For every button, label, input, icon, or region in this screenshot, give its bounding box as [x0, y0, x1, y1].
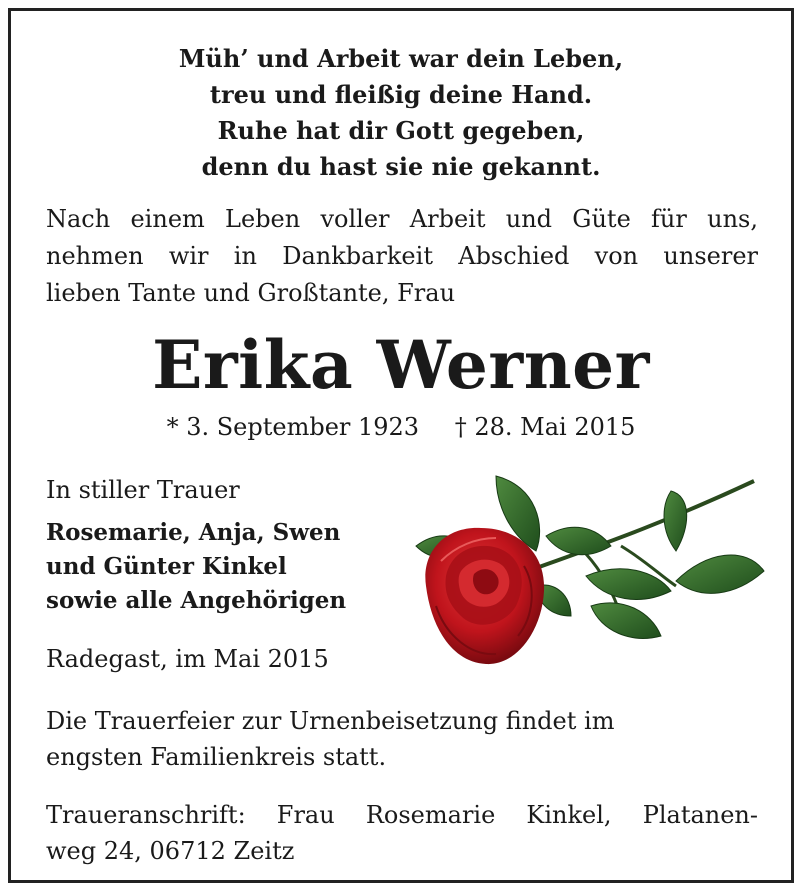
intro-line: lieben Tante und Großtante, Frau — [46, 279, 456, 307]
intro-line: Nach einem Leben voller Arbeit und Güte für uns, — [46, 205, 758, 233]
mourner-line: sowie alle Angehörigen — [46, 587, 347, 614]
intro-line: nehmen wir in Dankbarkeit Abschied von unserer — [46, 242, 758, 270]
ceremony-line: engsten Familienkreis statt. — [46, 743, 387, 771]
condolence-address — [46, 797, 758, 869]
poem-line: denn du hast sie nie gekannt. — [201, 152, 601, 181]
poem-line: Müh’ und Arbeit war dein Leben, — [178, 44, 624, 73]
deceased-name: Erika Werner — [152, 326, 650, 404]
death-date: † 28. Mai 2015 — [454, 413, 636, 441]
ceremony-line: Die Trauerfeier zur Urnenbeisetzung findet im — [46, 707, 615, 735]
obituary-frame — [8, 8, 794, 883]
mourners-list — [46, 516, 346, 618]
address-line: Traueranschrift: Frau Rosemarie Kinkel, Platanen- — [46, 801, 758, 829]
mourner-line: und Günter Kinkel — [46, 553, 287, 580]
address-line: weg 24, 06712 Zeitz — [46, 837, 295, 865]
mourner-line: Rosemarie, Anja, Swen — [46, 519, 341, 546]
life-dates — [11, 409, 791, 445]
poem — [11, 41, 791, 185]
rose-bloom — [425, 528, 544, 664]
birth-date: * 3. September 1923 — [166, 413, 420, 441]
rose-illustration — [406, 466, 766, 676]
ceremony-note — [46, 703, 758, 775]
intro-text — [46, 201, 758, 312]
mourning-label: In stiller Trauer — [46, 476, 240, 504]
poem-line: treu und fleißig deine Hand. — [209, 80, 593, 109]
poem-line: Ruhe hat dir Gott gegeben, — [217, 116, 585, 145]
place-date: Radegast, im Mai 2015 — [46, 645, 329, 673]
